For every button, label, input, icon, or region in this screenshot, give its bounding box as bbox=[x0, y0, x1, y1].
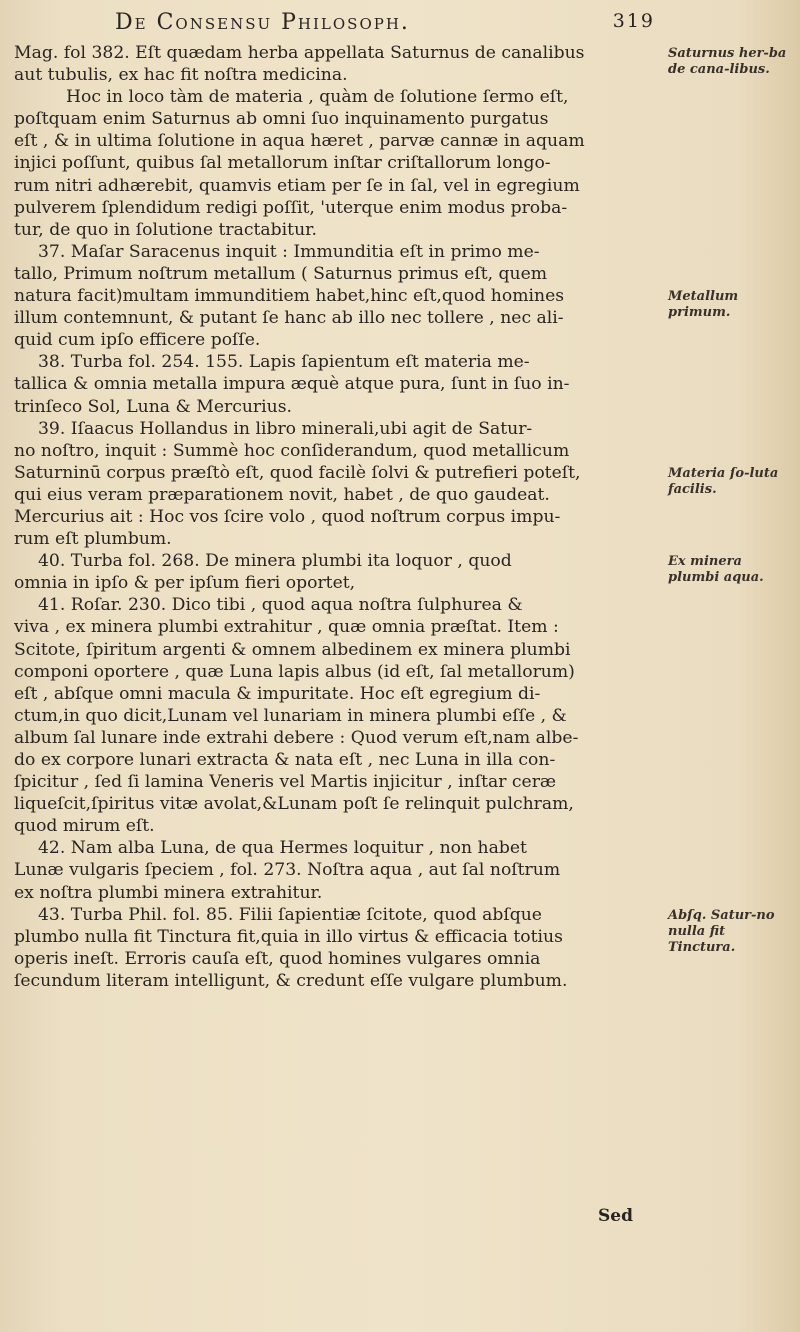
margin-note: Materia ſo-luta facilis. bbox=[668, 465, 779, 497]
text-line: trinſeco Sol, Luna & Mercurius. bbox=[14, 396, 292, 417]
margin-note: Abſq. Satur-no nulla fit Tinctura. bbox=[668, 907, 775, 955]
catchword: Sed bbox=[598, 1206, 633, 1226]
text-line: Mercurius ait : Hoc vos ſcire volo , quod noſtrum corpus impu- bbox=[14, 506, 561, 527]
text-line: no noſtro, inquit : Summè hoc conſiderandum, quod metallicum bbox=[14, 440, 570, 461]
text-line: componi oportere , quæ Luna lapis albus (id eſt, ſal metallorum) bbox=[14, 661, 575, 682]
text-line: viva , ex minera plumbi extrahitur , quæ omnia præſtat. Item : bbox=[14, 617, 559, 638]
text-line: 39. Iſaacus Hollandus in libro minerali,ubi agit de Satur- bbox=[38, 418, 533, 439]
margin-note: Metallum primum. bbox=[668, 289, 739, 321]
text-line: 42. Nam alba Luna, de qua Hermes loquitur , non habet bbox=[38, 838, 527, 859]
text-line: 41. Roſar. 230. Dico tibi , quod aqua noſtra ſulphurea & bbox=[38, 595, 523, 616]
text-line: eſt , abſque omni macula & impuritate. Hoc eſt egregium di- bbox=[14, 683, 541, 704]
text-line: operis ineſt. Erroris cauſa eſt, quod homines vulgares omnia bbox=[14, 948, 541, 969]
margin-note: Ex minera plumbi aqua. bbox=[668, 554, 764, 586]
margin-note: Saturnus her-ba de cana-libus. bbox=[668, 46, 787, 77]
text-line: ſecundum literam intelligunt, & credunt eſſe vulgare plumbum. bbox=[14, 970, 568, 991]
text-line: natura facit)multam immunditiem habet,hinc eſt,quod homines bbox=[14, 286, 565, 307]
text-line: ſpicitur , ſed ſi lamina Veneris vel Martis injicitur , inſtar ceræ bbox=[14, 772, 557, 793]
text-line: 40. Turba fol. 268. De minera plumbi ita loquor , quod bbox=[38, 551, 512, 572]
text-line: Saturninū corpus præſtò eſt, quod facilè ſolvi & putrefieri poteſt, bbox=[14, 462, 581, 483]
text-line: illum contemnunt, & putant ſe hanc ab illo nec tollere , nec ali- bbox=[14, 308, 564, 329]
text-line: poſtquam enim Saturnus ab omni ſuo inquinamento purgatus bbox=[14, 109, 549, 130]
text-line: injici poſſunt, quibus ſal metallorum inſtar criſtallorum longo- bbox=[14, 153, 551, 174]
text-line: tallica & omnia metalla impura æquè atque pura, ſunt in ſuo in- bbox=[14, 374, 570, 395]
text-line: omnia in ipſo & per ipſum fieri oportet, bbox=[14, 573, 356, 594]
main-text-column bbox=[14, 42, 654, 992]
text-line: tur, de quo in ſolutione tractabitur. bbox=[14, 219, 317, 240]
text-line: 43. Turba Phil. fol. 85. Filii ſapientiæ ſcitote, quod abſque bbox=[38, 904, 542, 925]
text-line: 38. Turba fol. 254. 155. Lapis ſapientum eſt materia me- bbox=[38, 352, 530, 373]
text-line: plumbo nulla fit Tinctura fit,quia in illo virtus & efficacia totius bbox=[14, 926, 563, 947]
text-line: do ex corpore lunari extracta & nata eſt , nec Luna in illa con- bbox=[14, 750, 556, 770]
text-line: quod mirum eſt. bbox=[14, 816, 155, 837]
text-line: Scitote, ſpiritum argenti & omnem albedinem ex minera plumbi bbox=[14, 639, 571, 660]
text-line: Lunæ vulgaris ſpeciem , fol. 273. Noſtra aqua , aut ſal noſtrum bbox=[14, 860, 561, 881]
text-line: Hoc in loco tàm de materia , quàm de ſolutione ſermo eſt, bbox=[66, 87, 569, 108]
text-line: liqueſcit,ſpiritus vitæ avolat,&Lunam poſt ſe relinquit pulchram, bbox=[14, 794, 574, 815]
text-line: Mag. fol 382. Eſt quædam herba appellata Saturnus de canalibus bbox=[14, 43, 585, 63]
text-line: aut tubulis, ex hac fit noſtra medicina. bbox=[14, 65, 348, 86]
text-line: rum nitri adhærebit, quamvis etiam per ſe in ſal, vel in egregium bbox=[14, 175, 580, 196]
text-line: 37. Maſar Saracenus inquit : Immunditia eſt in primo me- bbox=[38, 241, 540, 262]
text-line: quid cum ipſo efficere poſſe. bbox=[14, 330, 261, 351]
text-line: pulverem ſplendidum redigi poſſit, 'uterque enim modus proba- bbox=[14, 197, 568, 218]
page-number: 319 bbox=[612, 10, 655, 32]
text-line: ex noſtra plumbi minera extrahitur. bbox=[14, 882, 323, 903]
text-line: tallo, Primum noſtrum metallum ( Saturnus primus eſt, quem bbox=[14, 263, 548, 284]
text-line: album ſal lunare inde extrahi debere : Quod verum eſt,nam albe- bbox=[14, 727, 579, 748]
text-line: eſt , & in ultima ſolutione in aqua hæret , parvæ cannæ in aquam bbox=[14, 131, 585, 152]
running-title: De Consensu Philosoph. bbox=[115, 10, 410, 35]
text-line: qui eius veram præparationem novit, habet , de quo gaudeat. bbox=[14, 484, 550, 505]
text-line: rum eſt plumbum. bbox=[14, 529, 172, 550]
text-line: ctum,in quo dicit,Lunam vel lunariam in minera plumbi eſſe , & bbox=[14, 705, 567, 726]
